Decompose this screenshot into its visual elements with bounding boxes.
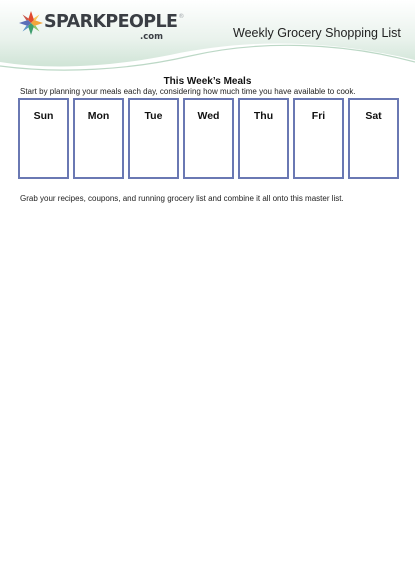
day-label: Sun — [33, 110, 54, 122]
logo-trademark: ® — [178, 13, 184, 20]
day-box-wed — [183, 98, 234, 179]
meals-intro-text: Start by planning your meals each day, considering how much time you have available to cook. — [20, 87, 356, 96]
logo-domain-suffix: .com — [140, 32, 163, 42]
weekly-meals-grid — [18, 98, 399, 179]
day-box-fri — [293, 98, 344, 179]
sparkpeople-star-logo-icon — [18, 10, 44, 36]
day-label: Fri — [311, 110, 326, 122]
day-box-tue — [128, 98, 179, 179]
day-label: Mon — [87, 110, 110, 122]
master-list-instruction: Grab your recipes, coupons, and running grocery list and combine it all onto this master list. — [20, 194, 344, 203]
day-box-thu — [238, 98, 289, 179]
day-box-sun — [18, 98, 69, 179]
day-box-mon — [73, 98, 124, 179]
meals-section-title: This Week’s Meals — [163, 76, 252, 87]
day-label: Tue — [144, 110, 163, 122]
day-label: Wed — [197, 110, 220, 122]
day-label: Sat — [365, 110, 382, 122]
document-title: Weekly Grocery Shopping List — [233, 26, 401, 40]
sparkpeople-logo — [18, 10, 184, 42]
logo-name: SPARKPEOPLE — [44, 12, 178, 32]
logo-wordmark — [44, 12, 184, 32]
day-label: Thu — [253, 110, 274, 122]
day-box-sat — [348, 98, 399, 179]
